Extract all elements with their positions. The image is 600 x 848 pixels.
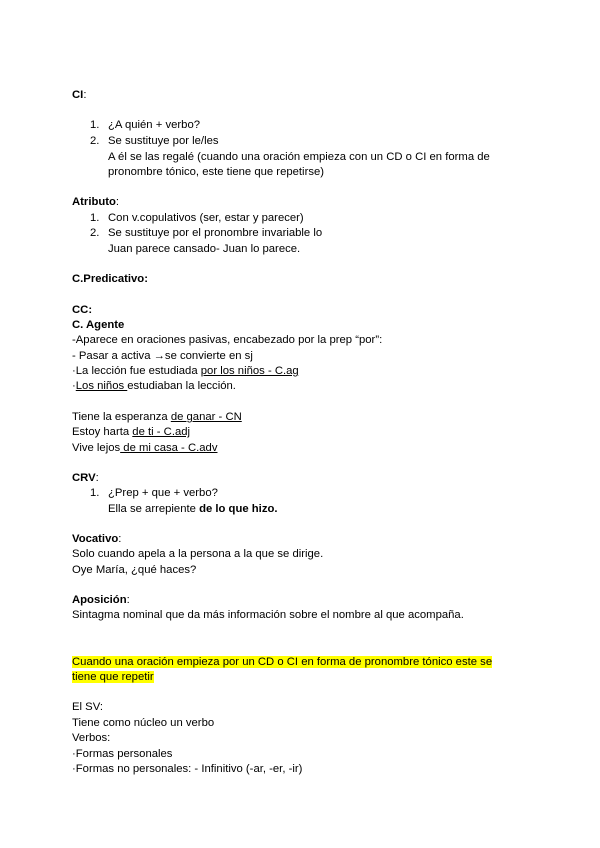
list-number: 1. <box>90 119 100 131</box>
example-line: Tiene la esperanza de ganar - CN <box>72 411 242 423</box>
atributo-heading-line: Atributo: <box>72 196 120 208</box>
ci-heading: CI <box>72 89 84 101</box>
cc-heading: CC: <box>72 304 93 316</box>
example-line: Vive lejos de mi casa - C.adv <box>72 442 218 454</box>
atributo-example: Juan parece cansado- Juan lo parece. <box>108 243 301 255</box>
list-item: ¿Prep + que + verbo? <box>108 487 218 499</box>
ci-example-line: A él se las regalé (cuando una oración empieza con un CD o CI en forma de <box>108 151 490 163</box>
example-line: Estoy harta de ti - C.adj <box>72 426 191 438</box>
list-number: 1. <box>90 487 100 499</box>
list-item: Se sustituye por le/les <box>108 135 219 147</box>
aposicion-heading: Aposición <box>72 594 127 606</box>
underlined-phrase: por los niños - C.ag <box>200 365 299 377</box>
highlighted-note-line: Cuando una oración empieza por un CD o CI en forma de pronombre tónico este se <box>72 656 493 668</box>
underlined-phrase: de mi casa - C.adv <box>120 442 218 454</box>
agente-line: ·La lección fue estudiada por los niños - C.ag <box>72 365 299 377</box>
list-item: ¿A quién + verbo? <box>108 119 201 131</box>
crv-heading-line: CRV: <box>72 472 99 484</box>
list-number: 2. <box>90 227 100 239</box>
sv-line: Tiene como núcleo un verbo <box>72 717 215 729</box>
agente-line: ·Los niños estudiaban la lección. <box>72 380 236 392</box>
vocativo-heading-line: Vocativo: <box>72 533 122 545</box>
vocativo-line: Oye María, ¿qué haces? <box>72 564 197 576</box>
vocativo-heading: Vocativo <box>72 533 119 545</box>
underlined-phrase: de ti - C.adj <box>132 426 191 438</box>
aposicion-line: Sintagma nominal que da más información sobre el nombre al que acompaña. <box>72 609 464 621</box>
crv-example: Ella se arrepiente de lo que hizo. <box>108 503 278 515</box>
underlined-phrase: de ganar - CN <box>170 411 242 423</box>
aposicion-heading-line: Aposición: <box>72 594 130 606</box>
list-number: 2. <box>90 135 100 147</box>
crv-heading: CRV <box>72 472 96 484</box>
list-number: 1. <box>90 212 100 224</box>
ci-example-line: pronombre tónico, este tiene que repetirse) <box>108 166 325 178</box>
sv-line: El SV: <box>72 701 103 713</box>
sv-line: ·Formas personales <box>72 748 173 760</box>
agente-line: -Aparece en oraciones pasivas, encabezado por la prep “por”: <box>72 334 383 346</box>
ci-heading-line: CI: <box>72 89 87 101</box>
underlined-phrase: Los niños <box>75 380 128 392</box>
vocativo-line: Solo cuando apela a la persona a la que se dirige. <box>72 548 324 560</box>
cpred-heading: C.Predicativo: <box>72 273 148 285</box>
list-item: Con v.copulativos (ser, estar y parecer) <box>108 212 304 224</box>
agente-line: - Pasar a activa →se convierte en sj <box>72 350 253 362</box>
agente-heading: C. Agente <box>72 319 125 331</box>
sv-line: Verbos: <box>72 732 111 744</box>
list-item: Se sustituye por el pronombre invariable lo <box>108 227 323 239</box>
atributo-heading: Atributo <box>72 196 116 208</box>
highlighted-note-line: tiene que repetir <box>72 671 154 683</box>
sv-line: ·Formas no personales: - Infinitivo (-ar, -er, -ir) <box>72 763 303 775</box>
